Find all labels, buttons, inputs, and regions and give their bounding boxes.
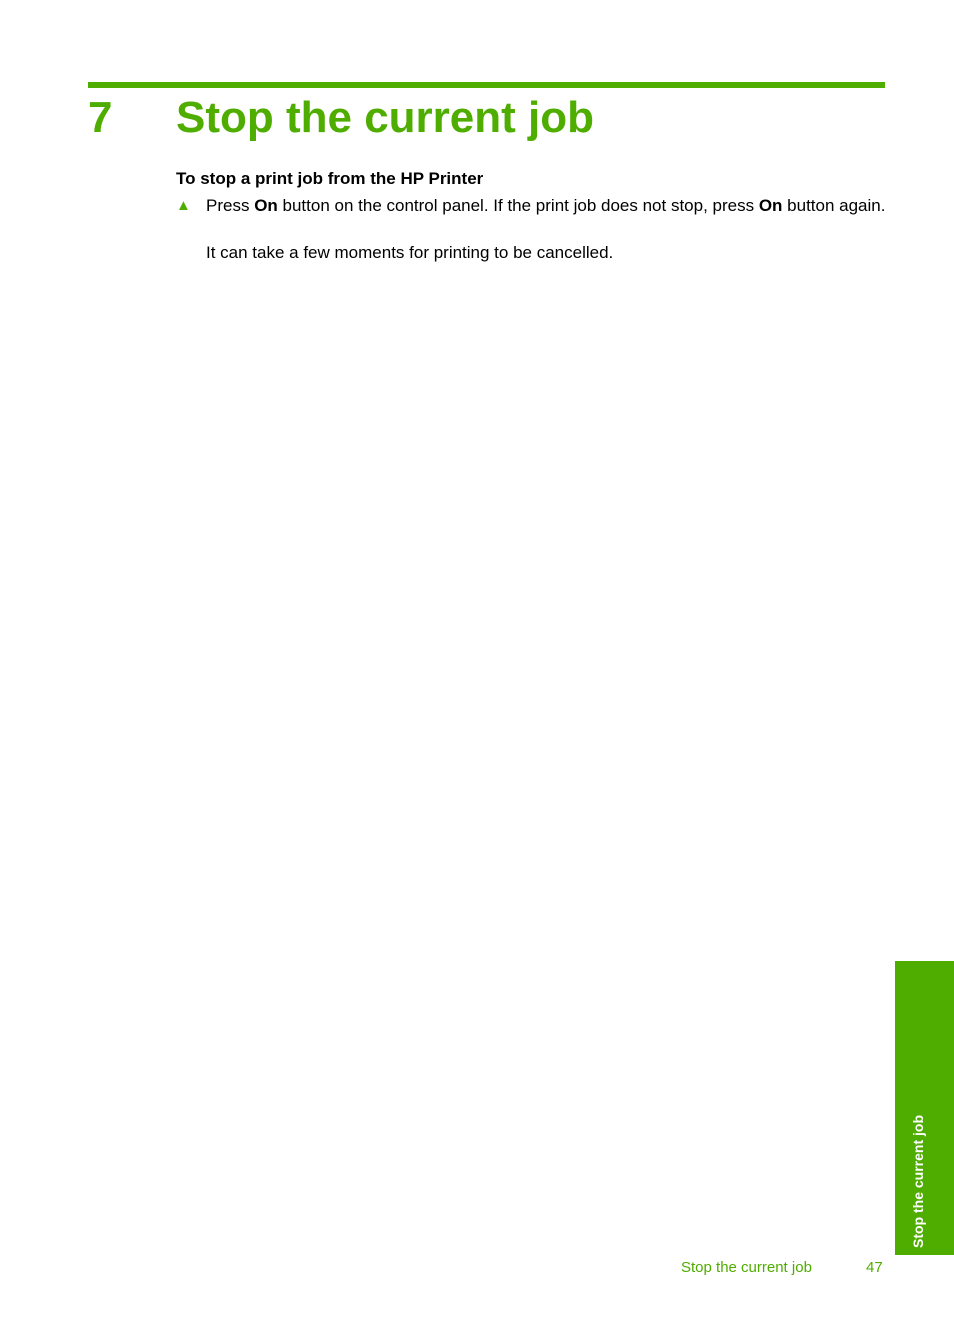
on-button-term-1: On	[254, 196, 278, 215]
step-note: It can take a few moments for printing to be cancelled.	[206, 243, 614, 262]
chapter-title: Stop the current job	[176, 93, 594, 142]
step-instruction	[206, 194, 888, 217]
chapter-number: 7	[88, 93, 113, 142]
chapter-top-rule	[88, 82, 885, 88]
side-tab-label: Stop the current job	[910, 1115, 926, 1248]
step-text-part-1: Press	[206, 196, 255, 215]
triangle-bullet-icon: ▲	[176, 197, 191, 214]
footer-chapter-title: Stop the current job	[681, 1259, 812, 1276]
footer-page-number: 47	[866, 1259, 883, 1276]
step-text-part-2: button on the control panel. If the print job does not stop, press	[277, 196, 759, 215]
section-heading: To stop a print job from the HP Printer	[176, 169, 484, 188]
on-button-term-2: On	[758, 196, 783, 215]
step-text-part-3: button again.	[782, 196, 886, 215]
